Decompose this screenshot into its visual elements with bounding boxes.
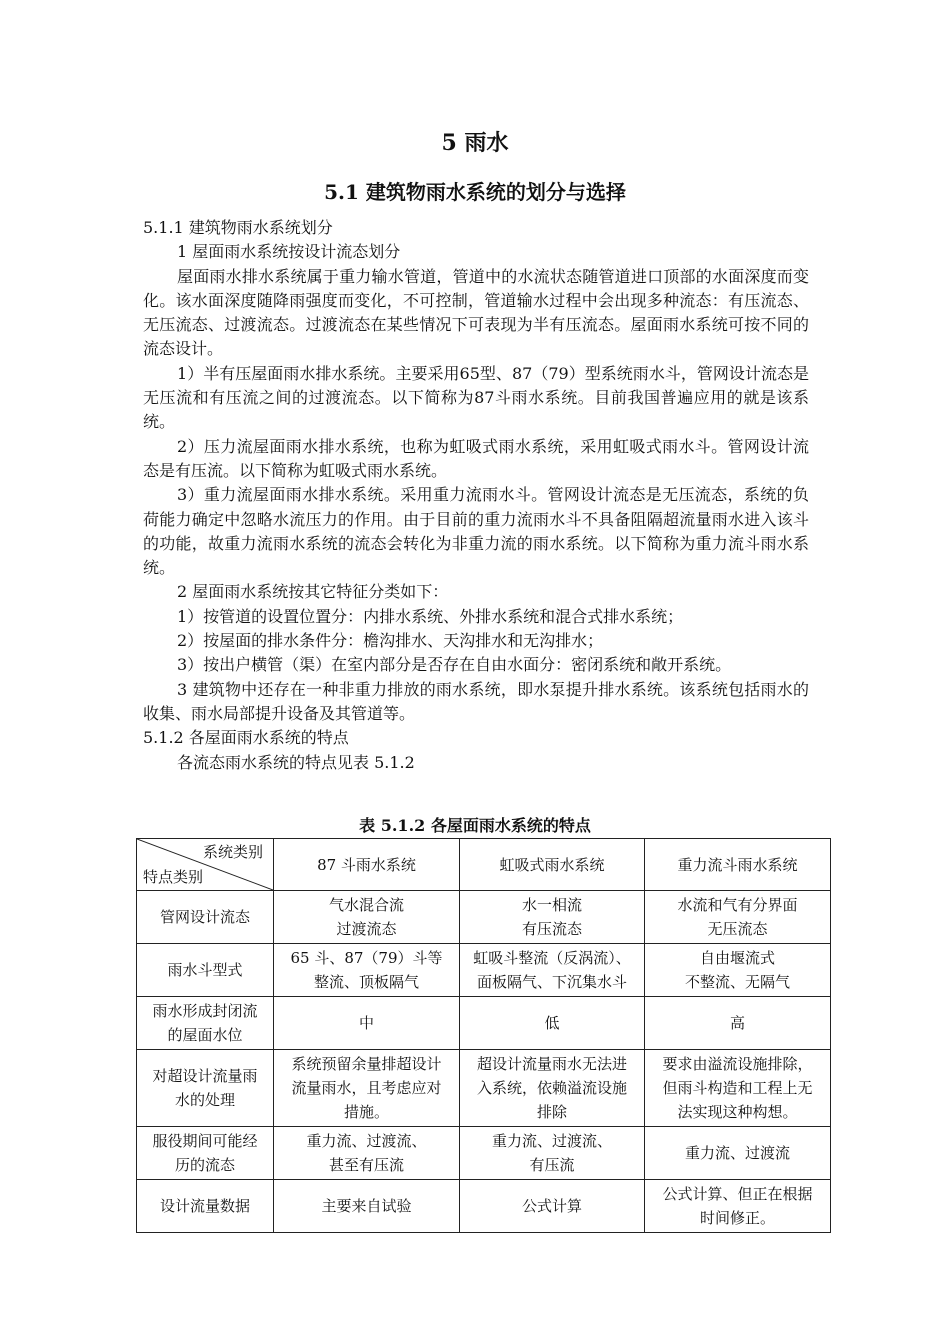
table-cell: 自由堰流式 不整流、无隔气 [645, 944, 831, 997]
section-heading: 5.1 建筑物雨水系统的划分与选择 [324, 180, 626, 204]
table-cell: 公式计算 [460, 1180, 645, 1233]
chapter-heading: 5 雨水 [441, 130, 509, 156]
row-label: 管网设计流态 [137, 891, 274, 944]
table-row [137, 1050, 831, 1127]
table-row [137, 997, 831, 1050]
table-row [137, 891, 831, 944]
row-label: 雨水形成封闭流 的屋面水位 [137, 997, 274, 1050]
table-corner-cell [137, 839, 274, 891]
table-cell: 65 斗、87（79）斗等 整流、顶板隔气 [274, 944, 460, 997]
column-header: 虹吸式雨水系统 [460, 839, 645, 891]
paragraph: 1）半有压屋面雨水排水系统。主要采用65型、87（79）型系统雨水斗，管网设计流态是无压流和有压流之间的过渡流态。以下简称为87斗雨水系统。目前我国普遍应用的就是该系统。 [143, 363, 809, 432]
corner-top-label: 系统类别 [202, 843, 263, 861]
paragraph: 3 建筑物中还存在一种非重力排放的雨水系统，即水泵提升排水系统。该系统包括雨水的收集、雨水局部提升设备及其管道等。 [143, 679, 809, 723]
column-header: 重力流斗雨水系统 [645, 839, 831, 891]
row-label: 服役期间可能经 历的流态 [137, 1127, 274, 1180]
paragraph: 3）按出户横管（渠）在室内部分是否存在自由水面分：密闭系统和敞开系统。 [177, 655, 732, 675]
row-label: 雨水斗型式 [137, 944, 274, 997]
table-cell: 中 [274, 997, 460, 1050]
table-cell: 要求由溢流设施排除， 但雨斗构造和工程上无 法实现这种构想。 [645, 1050, 831, 1127]
paragraph: 3）重力流屋面雨水排水系统。采用重力流雨水斗。管网设计流态是无压流态，系统的负荷能力确定中忽略水流压力的作用。由于目前的重力流雨水斗不具备阻隔超流量雨水进入该斗的功能，故重力流雨水系统的流态会转化为非重力流的雨水系统。以下简称为重力流斗雨水系统。 [143, 485, 809, 578]
body-text [143, 216, 809, 775]
table-cell: 低 [460, 997, 645, 1050]
paragraph: 1）按管道的设置位置分：内排水系统、外排水系统和混合式排水系统； [177, 606, 684, 626]
table-cell: 公式计算、但正在根据 时间修正。 [645, 1180, 831, 1233]
paragraph: 2 屋面雨水系统按其它特征分类如下： [177, 582, 449, 602]
subsection-heading: 5.1.2 各屋面雨水系统的特点 [143, 728, 349, 748]
table-cell: 水流和气有分界面 无压流态 [645, 891, 831, 944]
table-cell: 虹吸斗整流（反涡流）、 面板隔气、下沉集水斗 [460, 944, 645, 997]
table-cell: 气水混合流 过渡流态 [274, 891, 460, 944]
paragraph: 各流态雨水系统的特点见表 5.1.2 [177, 752, 415, 772]
table-row [137, 1180, 831, 1233]
table-cell: 系统预留余量排超设计 流量雨水，且考虑应对 措施。 [274, 1050, 460, 1127]
paragraph: 2）压力流屋面雨水排水系统，也称为虹吸式雨水系统，采用虹吸式雨水斗。管网设计流态是有压流。以下简称为虹吸式雨水系统。 [143, 436, 809, 480]
row-label: 设计流量数据 [137, 1180, 274, 1233]
characteristics-table [136, 838, 831, 1233]
paragraph: 屋面雨水排水系统属于重力输水管道，管道中的水流状态随管道进口顶部的水面深度而变化。该水面深度随降雨强度而变化，不可控制，管道输水过程中会出现多种流态：有压流态、无压流态、过渡流态。过渡流态在某些情况下可表现为半有压流态。屋面雨水系统可按不同的流态设计。 [143, 266, 809, 359]
table-cell: 重力流、过渡流、 甚至有压流 [274, 1127, 460, 1180]
table-cell: 高 [645, 997, 831, 1050]
table-row [137, 944, 831, 997]
column-header: 87 斗雨水系统 [274, 839, 460, 891]
table-caption: 表 5.1.2 各屋面雨水系统的特点 [359, 816, 591, 835]
table-row [137, 1127, 831, 1180]
corner-bottom-label: 特点类别 [143, 868, 204, 886]
row-label: 对超设计流量雨 水的处理 [137, 1050, 274, 1127]
paragraph: 2）按屋面的排水条件分：檐沟排水、天沟排水和无沟排水； [177, 631, 604, 651]
table-cell: 重力流、过渡流、 有压流 [460, 1127, 645, 1180]
subsection-heading: 5.1.1 建筑物雨水系统划分 [143, 218, 333, 237]
table-cell: 主要来自试验 [274, 1180, 460, 1233]
table-cell: 超设计流量雨水无法进 入系统，依赖溢流设施 排除 [460, 1050, 645, 1127]
table-cell: 重力流、过渡流 [645, 1127, 831, 1180]
paragraph: 1 屋面雨水系统按设计流态划分 [177, 242, 401, 262]
table-cell: 水一相流 有压流态 [460, 891, 645, 944]
